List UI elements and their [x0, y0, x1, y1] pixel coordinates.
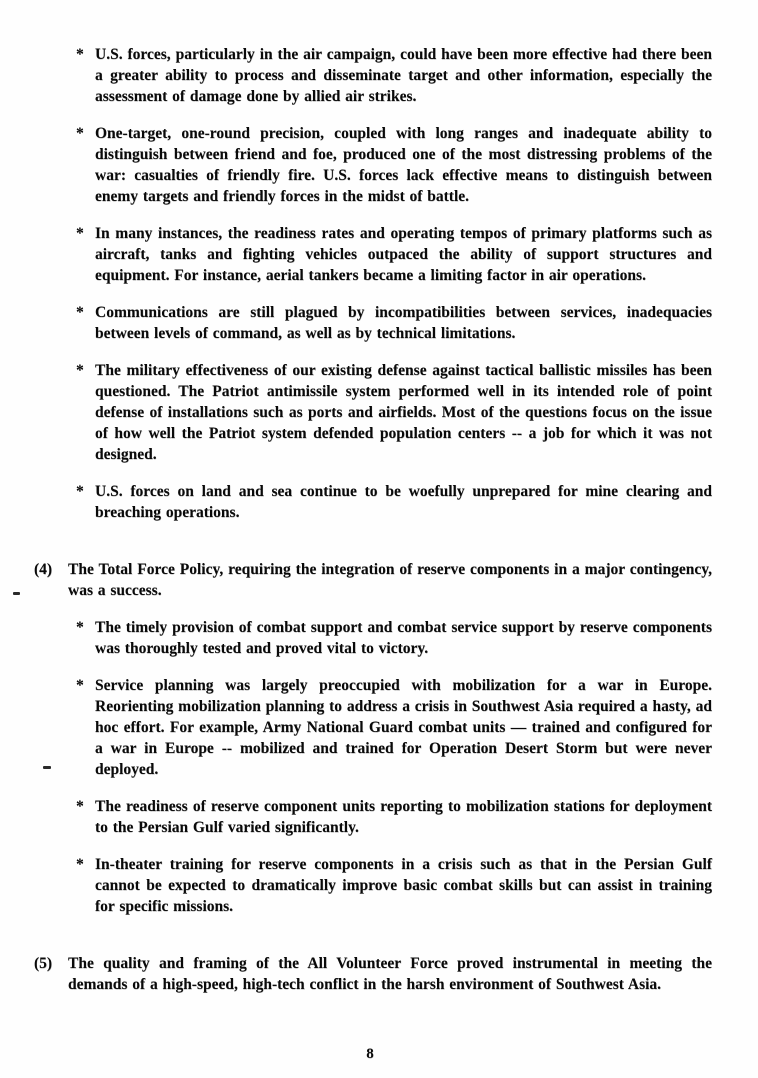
bullet-text: Communications are still plagued by incompatibilities between services, inadequacies between levels of command, as well as by technical limitations. — [95, 304, 712, 342]
bullet-asterisk: * — [76, 798, 84, 815]
bullet-text: In many instances, the readiness rates and operating tempos of primary platforms such as aircraft, tanks and fighting vehicles outpaced the ability of support structures and equipment. For instance, aerial tankers became a limiting factor in air operations. — [95, 225, 712, 284]
scan-artifact-dash — [13, 592, 20, 595]
bullet-text: U.S. forces on land and sea continue to be woefully unprepared for mine clearing and breaching operations. — [95, 483, 712, 521]
bullet-item — [76, 302, 712, 344]
sub-bullet-text: The readiness of reserve component units reporting to mobilization stations for deployment to the Persian Gulf varied significantly. — [95, 798, 712, 836]
bullet-item — [76, 44, 712, 107]
bullet-text: One-target, one-round precision, coupled with long ranges and inadequate ability to distinguish between friend and foe, produced one of the most distressing problems of the war: casualties of friendly fire. U.S. forces lack effective means to distinguish between enemy targets and friendly forces in the midst of battle. — [95, 125, 712, 205]
bullet-asterisk: * — [76, 125, 84, 142]
bullet-asterisk: * — [76, 856, 84, 873]
sub-bullet-item — [76, 617, 712, 659]
bullet-asterisk: * — [76, 677, 84, 694]
sub-bullet-text: Service planning was largely preoccupied with mobilization for a war in Europe. Reorienting mobilization planning to address a crisis in Southwest Asia required a hasty, ad hoc effort. For example, Army National Guard combat units — trained and configured for a war in Europe -- mobilized and trained for Operation Desert Storm but were never deployed. — [95, 677, 712, 778]
bullet-item — [76, 481, 712, 523]
section-text: The quality and framing of the All Volunteer Force proved instrumental in meeting the demands of a high-speed, high-tech conflict in the harsh environment of Southwest Asia. — [68, 955, 712, 993]
section-heading-5 — [34, 953, 712, 995]
sub-bullet-item — [76, 854, 712, 917]
section-number: (5) — [34, 955, 53, 972]
sub-bullet-item — [76, 796, 712, 838]
bullet-asterisk: * — [76, 46, 84, 63]
bullet-item — [76, 123, 712, 207]
page-number: 8 — [366, 1046, 374, 1062]
bullet-asterisk: * — [76, 619, 84, 636]
bullet-asterisk: * — [76, 362, 84, 379]
section-heading-4 — [34, 559, 712, 601]
sub-bullet-text: In-theater training for reserve components in a crisis such as that in the Persian Gulf cannot be expected to dramatically improve basic combat skills but can assist in training for specific missions. — [95, 856, 712, 915]
sub-bullet-text: The timely provision of combat support and combat service support by reserve components was thoroughly tested and proved vital to victory. — [95, 619, 712, 657]
scan-artifact-dash — [43, 766, 51, 769]
section-number: (4) — [34, 561, 53, 578]
section-text: The Total Force Policy, requiring the integration of reserve components in a major contingency, was a success. — [68, 561, 712, 599]
bullet-asterisk: * — [76, 225, 84, 242]
bullet-text: U.S. forces, particularly in the air campaign, could have been more effective had there been a greater ability to process and disseminate target and other information, especially the assessment of damage done by allied air strikes. — [95, 46, 712, 105]
page-content — [34, 44, 712, 995]
bullet-text: The military effectiveness of our existing defense against tactical ballistic missiles has been questioned. The Patriot antimissile system performed well in its intended role of point defense of installations such as ports and airfields. Most of the questions focus on the issue of how well the Patriot system defended population centers -- a job for which it was not designed. — [95, 362, 712, 463]
bullet-item — [76, 223, 712, 286]
bullet-asterisk: * — [76, 483, 84, 500]
bullet-item — [76, 360, 712, 465]
bullet-asterisk: * — [76, 304, 84, 321]
sub-bullet-item — [76, 675, 712, 780]
